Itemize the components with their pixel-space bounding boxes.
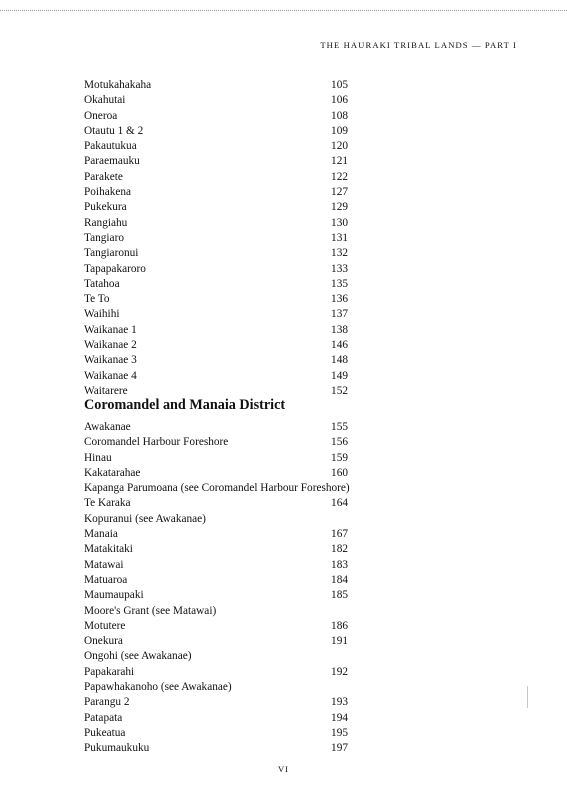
entry-name: Tangiaronui [84,247,139,260]
section-entry-list [84,420,348,757]
entry-page-number: 197 [331,742,348,755]
entry-name: Waitarere [84,384,128,397]
running-head: THE HAURAKI TRIBAL LANDS — PART I [320,40,517,50]
entry-name: Parakete [84,170,123,183]
entry-page-number: 191 [331,635,348,648]
entry-page-number: 186 [331,619,348,632]
entry-page-number: 167 [331,528,348,541]
entry-name: Waikanae 3 [84,354,137,367]
entry-page-number: 152 [331,384,348,397]
entry-name: Te Karaka [84,497,131,510]
entry-page-number: 148 [331,354,348,367]
entry-name: Maumaupaki [84,589,144,602]
entry-name: Awakanae [84,421,131,433]
entry-page-number: 135 [331,277,348,290]
entry-name: Poihakena [84,186,132,199]
entry-name: Waikanae 1 [84,323,137,336]
entry-page-number: 121 [331,155,348,168]
entry-name: Coromandel Harbour Foreshore [84,436,229,449]
top-dotted-rule [0,10,567,11]
index-entry [84,323,348,338]
entry-page-number: 194 [331,711,348,724]
entry-name: Tangiaro [84,231,124,244]
entry-name: Oneroa [84,109,118,122]
entry-page-number: 130 [331,216,348,229]
entry-name: Motutere [84,619,126,632]
index-entry [84,109,348,124]
entry-name: Matawai [84,558,124,571]
index-entry [84,726,348,741]
entry-page-number: 136 [331,293,348,306]
index-entry [84,649,348,664]
index-entry [84,542,348,557]
entry-page-number: 183 [331,558,348,571]
entry-name: Matakitaki [84,543,133,556]
entry-name: Kapanga Parumoana (see Coromandel Harbour Foreshore) [84,482,350,495]
entry-page-number: 120 [331,140,348,153]
entry-page-number: 159 [331,451,348,464]
index-entry [84,420,348,435]
index-entry [84,277,348,292]
entry-page-number: 164 [331,497,348,510]
entry-name: Moore's Grant (see Matawai) [84,604,217,617]
index-entry [84,93,348,108]
entry-page-number: 184 [331,573,348,586]
entry-name: Ongohi (see Awakanae) [84,650,192,663]
entry-name: Otautu 1 & 2 [84,124,144,137]
entry-page-number: 129 [331,201,348,214]
entry-page-number: 156 [331,436,348,449]
index-entry [84,216,348,231]
index-entry [84,451,348,466]
index-entry [84,466,348,481]
index-entry [84,246,348,261]
entry-name: Kopuranui (see Awakanae) [84,512,206,525]
entry-name: Waikanae 2 [84,339,137,352]
entry-page-number: 137 [331,308,348,321]
entry-page-number: 108 [331,109,348,122]
index-entry [84,741,348,756]
entry-name: Patapata [84,711,123,724]
entry-page-number: 195 [331,726,348,739]
entry-page-number: 160 [331,466,348,479]
index-entry [84,665,348,680]
entry-page-number: 127 [331,186,348,199]
entry-page-number: 122 [331,170,348,183]
entry-name: Waikanae 4 [84,369,137,382]
entry-name: Motukahakaha [84,79,152,91]
entry-page-number: 182 [331,543,348,556]
entry-page-number: 106 [331,94,348,107]
entry-page-number: 192 [331,665,348,678]
entry-page-number: 138 [331,323,348,336]
entry-name: Te To [84,293,110,306]
index-entry [84,124,348,139]
entry-name: Rangiahu [84,216,128,229]
entry-page-number: 131 [331,231,348,244]
entry-name: Tapapakaroro [84,262,146,275]
entry-page-number: 193 [331,696,348,709]
part1-entry-list [84,78,348,399]
index-entry [84,262,348,277]
index-entry [84,369,348,384]
index-entry [84,695,348,710]
entry-name: Papakarahi [84,665,135,678]
index-entry [84,307,348,322]
index-entry [84,185,348,200]
entry-name: Pukeatua [84,726,126,739]
index-entry [84,78,348,93]
section-heading: Coromandel and Manaia District [84,397,286,413]
entry-name: Waihihi [84,308,120,321]
margin-mark [527,686,528,708]
page-number: VI [277,764,290,774]
entry-name: Pukumaukuku [84,742,150,755]
index-entry [84,496,348,511]
entry-name: Kakatarahae [84,466,141,479]
index-entry [84,634,348,649]
index-entry [84,619,348,634]
entry-page-number: 109 [331,124,348,137]
entry-page-number: 149 [331,369,348,382]
index-entry [84,435,348,450]
entry-name: Papawhakanoho (see Awakanae) [84,681,232,694]
entry-page-number: 155 [331,421,348,433]
index-entry [84,154,348,169]
entry-page-number: 146 [331,339,348,352]
entry-name: Parangu 2 [84,696,130,709]
index-entry [84,680,348,695]
entry-name: Paraemauku [84,155,140,168]
entry-page-number: 132 [331,247,348,260]
index-entry [84,527,348,542]
index-entry [84,338,348,353]
index-entry [84,231,348,246]
entry-name: Tatahoa [84,277,120,290]
entry-name: Pakautukua [84,140,137,153]
entry-page-number: 133 [331,262,348,275]
entry-name: Pukekura [84,201,127,214]
index-entry [84,711,348,726]
entry-page-number: 185 [331,589,348,602]
index-entry [84,200,348,215]
entry-name: Manaia [84,528,118,541]
entry-name: Onekura [84,635,123,648]
index-entry [84,588,348,603]
index-entry [84,558,348,573]
index-entry [84,139,348,154]
index-entry [84,481,348,496]
entry-name: Matuaroa [84,573,128,586]
index-entry [84,170,348,185]
entry-name: Hinau [84,451,112,464]
index-entry [84,292,348,307]
index-entry [84,604,348,619]
entry-page-number: 105 [331,79,348,91]
entry-name: Okahutai [84,94,126,107]
index-entry [84,353,348,368]
index-entry [84,512,348,527]
index-entry [84,573,348,588]
